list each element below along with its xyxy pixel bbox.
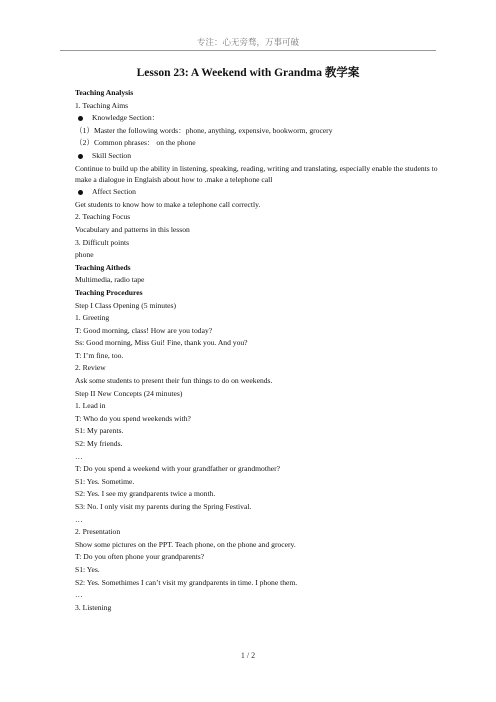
text-line: … bbox=[75, 590, 83, 600]
text-line: T: I’m fine, too. bbox=[75, 350, 124, 360]
document-title: Lesson 23: A Weekend with Grandma 教学案 bbox=[136, 67, 360, 79]
text-line: Ss: Good morning, Miss Gui! Fine, thank you. And you? bbox=[75, 338, 248, 348]
text-line: T: Good morning, class! How are you today? bbox=[75, 325, 213, 335]
text-line: 2. Teaching Focus bbox=[75, 212, 131, 222]
text-line: T: Do you often phone your grandparents? bbox=[75, 552, 205, 562]
bullet-item: Skill Section bbox=[75, 150, 445, 163]
text-line: S2: Yes. Somethimes I can’t visit my grandparents in time. I phone them. bbox=[75, 577, 298, 587]
page-header: 专注：心无旁骛，万事可破 bbox=[196, 38, 299, 48]
text-line: （2）Common phrases： on the phone bbox=[75, 138, 196, 148]
text-line: S2: Yes. I see my grandparents twice a month. bbox=[75, 489, 216, 499]
section-heading: Teaching Analysis bbox=[75, 88, 134, 97]
bullet-item: Affect Section bbox=[75, 186, 445, 199]
text-line: 1. Lead in bbox=[75, 401, 106, 411]
text-line: S1: Yes. bbox=[75, 564, 100, 574]
text-line: S2: My friends. bbox=[75, 439, 123, 449]
text-line: 1. Teaching Aims bbox=[75, 100, 129, 110]
text-line: Vocabulary and patterns in this lesson bbox=[75, 224, 190, 234]
bullet-item: Knowledge Section： bbox=[75, 112, 445, 125]
text-line: Step I Class Opening (5 minutes) bbox=[75, 300, 177, 310]
text-line: Continue to build up the ability in listening, speaking, reading, writing and translating, especially enable the students to make a dialogue in Englaish about how to .make a telephone call bbox=[75, 163, 438, 184]
text-line: 3. Difficult points bbox=[75, 237, 130, 247]
text-line: Step II New Concepts (24 minutes) bbox=[75, 388, 183, 398]
text-line: 3. Listening bbox=[75, 602, 112, 612]
document-body bbox=[75, 87, 445, 614]
text-line: Get students to know how to make a telephone call correctly. bbox=[75, 199, 261, 209]
text-line: 2. Review bbox=[75, 363, 106, 373]
section-heading: Teaching Aitheds bbox=[75, 262, 131, 272]
text-line: S1: Yes. Sometime. bbox=[75, 476, 135, 486]
text-line: （1）Master the following words：phone, anything, expensive, bookworm, grocery bbox=[75, 125, 333, 135]
text-line: S3: No. I only visit my parents during the Spring Festival. bbox=[75, 502, 252, 511]
text-line: Multimedia, radio tape bbox=[75, 275, 145, 285]
text-line: … bbox=[75, 514, 83, 524]
text-line: 2. Presentation bbox=[75, 527, 121, 537]
text-line: S1: My parents. bbox=[75, 426, 124, 436]
text-line: T: Do you spend a weekend with your grandfather or grandmother? bbox=[75, 464, 281, 474]
text-line: 1. Greeting bbox=[75, 313, 110, 323]
section-heading: Teaching Procedures bbox=[75, 287, 143, 297]
text-line: Ask some students to present their fun things to do on weekends. bbox=[75, 376, 273, 386]
page-number: 1 / 2 bbox=[240, 651, 256, 660]
text-line: phone bbox=[75, 250, 94, 260]
text-line: … bbox=[75, 451, 83, 461]
text-line: Show some pictures on the PPT. Teach phone, on the phone and grocery. bbox=[75, 539, 296, 549]
header-divider bbox=[60, 50, 436, 51]
text-line: T: Who do you spend weekends with? bbox=[75, 413, 191, 423]
